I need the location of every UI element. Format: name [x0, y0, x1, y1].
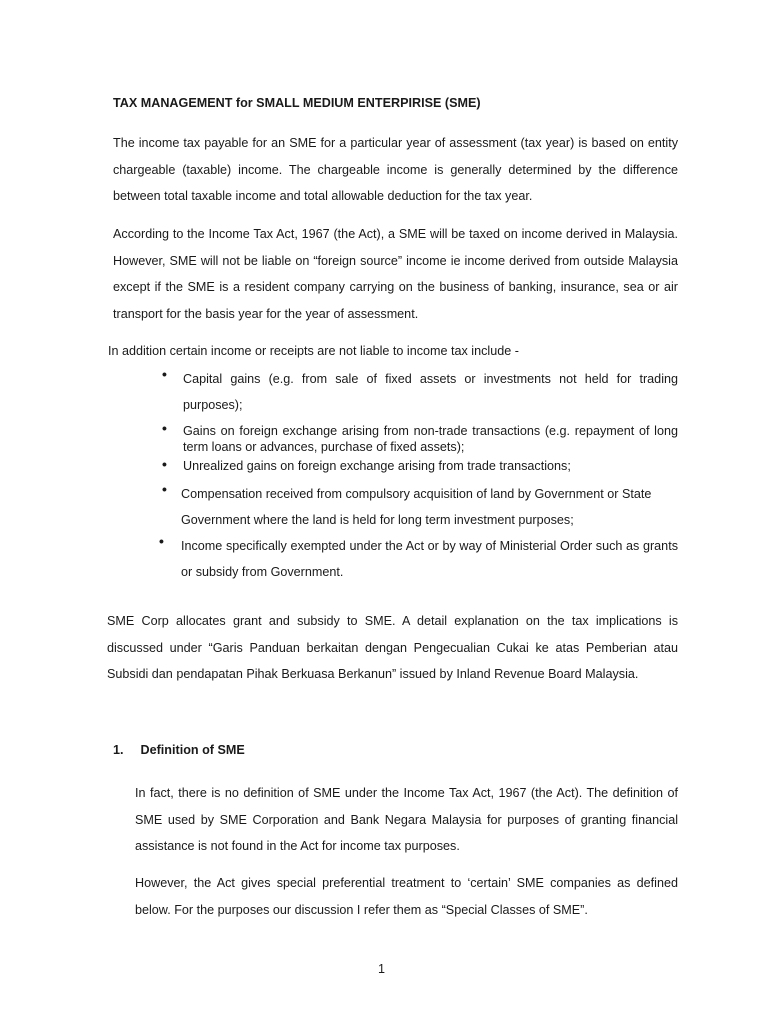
scope-paragraph: According to the Income Tax Act, 1967 (the Act), a SME will be taxed on income derived in Malaysia. However, SME will not be liable on “foreign source” income ie income derived from outside Malaysia except if the SME is a resident company carrying on the business of banking, insurance, sea or air transport for the basis year for the year of assessment. — [113, 227, 678, 321]
bullet-icon: • — [159, 533, 164, 549]
list-item-text: Gains on foreign exchange arising from non-trade transactions (e.g. repayment of long term loans or advances, purchase of fixed assets); — [183, 424, 678, 454]
section-number: 1. — [113, 743, 124, 757]
intro-paragraph: The income tax payable for an SME for a particular year of assessment (tax year) is based on entity chargeable (taxable) income. The chargeable income is generally determined by the difference between total taxable income and total allowable deduction for the tax year. — [113, 136, 678, 203]
section-1-heading — [113, 743, 245, 757]
list-item-text: Capital gains (e.g. from sale of fixed assets or investments not held for trading purposes); — [183, 372, 678, 412]
section-title: Definition of SME — [140, 743, 245, 757]
bullet-icon: • — [162, 456, 167, 472]
list-item-text: Unrealized gains on foreign exchange arising from trade transactions; — [183, 459, 571, 473]
exempt-list-intro: In addition certain income or receipts are not liable to income tax include - — [108, 344, 519, 358]
page-number: 1 — [378, 962, 386, 976]
bullet-icon: • — [162, 481, 167, 497]
bullet-icon: • — [162, 420, 167, 436]
document-title: TAX MANAGEMENT for SMALL MEDIUM ENTERPIRISE (SME) — [113, 96, 481, 110]
definition-paragraph: In fact, there is no definition of SME under the Income Tax Act, 1967 (the Act). The definition of SME used by SME Corporation and Bank Negara Malaysia for purposes of granting financial assistance is not found in the Act for income tax purposes. — [135, 786, 678, 853]
bullet-icon: • — [162, 366, 167, 382]
list-item-text: Compensation received from compulsory acquisition of land by Government or State Government where the land is held for long term investment purposes; — [181, 487, 652, 527]
special-classes-paragraph: However, the Act gives special preferential treatment to ‘certain’ SME companies as defined below. For the purposes our discussion I refer them as “Special Classes of SME”. — [135, 876, 678, 917]
list-item-text: Income specifically exempted under the Act or by way of Ministerial Order such as grants or subsidy from Government. — [181, 539, 678, 579]
grant-paragraph: SME Corp allocates grant and subsidy to SME. A detail explanation on the tax implications is discussed under “Garis Panduan berkaitan dengan Pengecualian Cukai ke atas Pemberian atau Subsidi dan pendapatan Pihak Berkuasa Berkanun” issued by Inland Revenue Board Malaysia. — [107, 614, 678, 681]
